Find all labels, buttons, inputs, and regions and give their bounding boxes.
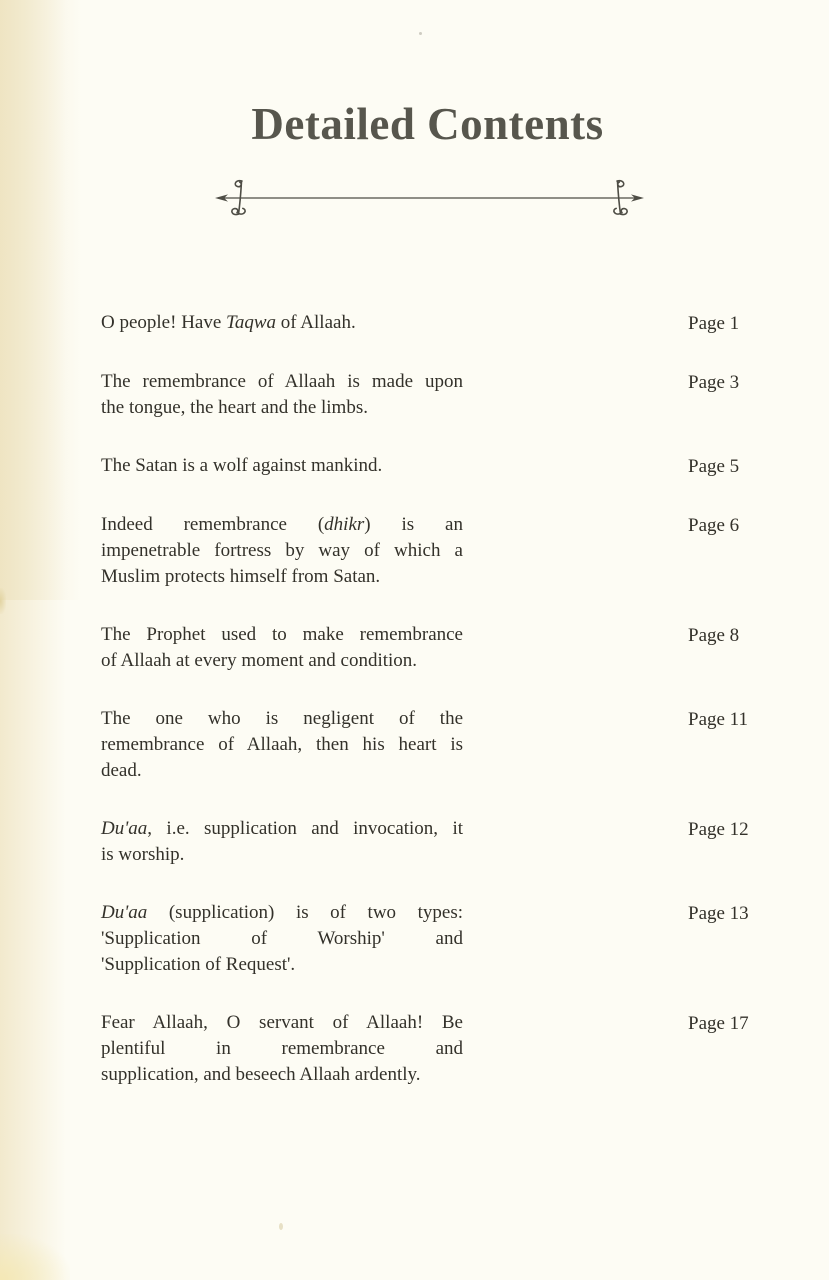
entry-text-segment: (supplication) is of two types: — [147, 902, 463, 924]
entry-page-number: Page 13 — [688, 903, 749, 925]
entry-text-segment: O people! Have — [101, 312, 227, 334]
entry-text-segment: 'Supplication of Worship' and — [101, 928, 463, 950]
entry-line — [101, 926, 463, 952]
entry-text — [101, 453, 463, 479]
entry-text — [101, 1010, 463, 1088]
entry-text-segment: The remembrance of Allaah is made upon — [101, 371, 463, 393]
entry-line — [101, 395, 463, 421]
entry-text-segment: The Satan is a wolf against mankind. — [101, 455, 383, 477]
entry-text — [101, 622, 463, 674]
contents-entry — [101, 453, 781, 480]
contents-entry — [101, 310, 781, 337]
entry-line — [101, 732, 463, 758]
entry-text-segment: Indeed remembrance ( — [101, 514, 325, 536]
entry-text — [101, 369, 463, 421]
entry-text-segment: remembrance of Allaah, then his heart is — [101, 734, 463, 756]
entry-line — [101, 900, 463, 926]
divider-ornament-rule — [212, 174, 647, 222]
entry-line — [101, 564, 463, 590]
contents-entry — [101, 900, 781, 978]
entry-text-segment: Muslim protects himself from Satan. — [101, 566, 381, 588]
entry-line — [101, 369, 463, 395]
entry-text — [101, 706, 463, 784]
entry-text-segment: of Allaah at every moment and condition. — [101, 650, 418, 672]
entry-term-italic: Taqwa — [226, 312, 277, 334]
entry-text-segment: ) is an — [364, 514, 463, 536]
entry-line — [101, 1010, 463, 1036]
entry-text-segment: The one who is negligent of the — [101, 708, 463, 730]
page-title: Detailed Contents — [251, 99, 604, 149]
scan-speck — [0, 588, 6, 614]
title-divider — [0, 174, 829, 222]
entry-line — [101, 758, 463, 784]
entry-line — [101, 622, 463, 648]
title-block — [0, 0, 829, 152]
entry-term-italic: dhikr — [324, 514, 365, 536]
entry-page-number: Page 17 — [688, 1013, 749, 1035]
entry-text — [101, 512, 463, 590]
entry-text-segment: is worship. — [101, 844, 185, 866]
entry-text-segment: 'Supplication of Request'. — [101, 954, 296, 976]
entry-line — [101, 453, 463, 479]
entry-page-number: Page 8 — [688, 625, 740, 647]
contents-entry — [101, 706, 781, 784]
entry-line — [101, 310, 463, 336]
contents-list — [101, 310, 781, 1088]
entry-text-segment: plentiful in remembrance and — [101, 1038, 463, 1060]
entry-line — [101, 952, 463, 978]
entry-text — [101, 310, 463, 336]
entry-text-segment: , i.e. supplication and invocation, it — [147, 818, 463, 840]
entry-text-segment: the tongue, the heart and the limbs. — [101, 397, 368, 419]
entry-page-number: Page 1 — [688, 313, 740, 335]
entry-text-segment: impenetrable fortress by way of which a — [101, 540, 463, 562]
scan-speck — [419, 32, 422, 35]
entry-line — [101, 706, 463, 732]
entry-page-number: Page 3 — [688, 372, 740, 394]
entry-text-segment: Fear Allaah, O servant of Allaah! Be — [101, 1012, 463, 1034]
entry-page-number: Page 5 — [688, 456, 740, 478]
entry-text-segment: The Prophet used to make remembrance — [101, 624, 463, 646]
contents-entry — [101, 369, 781, 421]
entry-text — [101, 816, 463, 868]
entry-line — [101, 816, 463, 842]
entry-line — [101, 648, 463, 674]
entry-term-italic: Du'aa — [101, 818, 148, 840]
contents-entry — [101, 512, 781, 590]
contents-entry — [101, 816, 781, 868]
entry-page-number: Page 11 — [688, 709, 748, 731]
scan-corner-shading — [0, 1234, 70, 1280]
contents-entry — [101, 1010, 781, 1088]
entry-page-number: Page 6 — [688, 515, 740, 537]
entry-text — [101, 900, 463, 978]
scan-speck — [279, 1223, 283, 1230]
entry-text-segment: dead. — [101, 760, 142, 782]
entry-term-italic: Du'aa — [101, 902, 148, 924]
entry-text-segment: of Allaah. — [276, 312, 356, 334]
entry-line — [101, 1036, 463, 1062]
contents-entry — [101, 622, 781, 674]
entry-line — [101, 1062, 463, 1088]
entry-line — [101, 842, 463, 868]
entry-line — [101, 512, 463, 538]
entry-text-segment: supplication, and beseech Allaah ardently. — [101, 1064, 421, 1086]
entry-page-number: Page 12 — [688, 819, 749, 841]
entry-line — [101, 538, 463, 564]
